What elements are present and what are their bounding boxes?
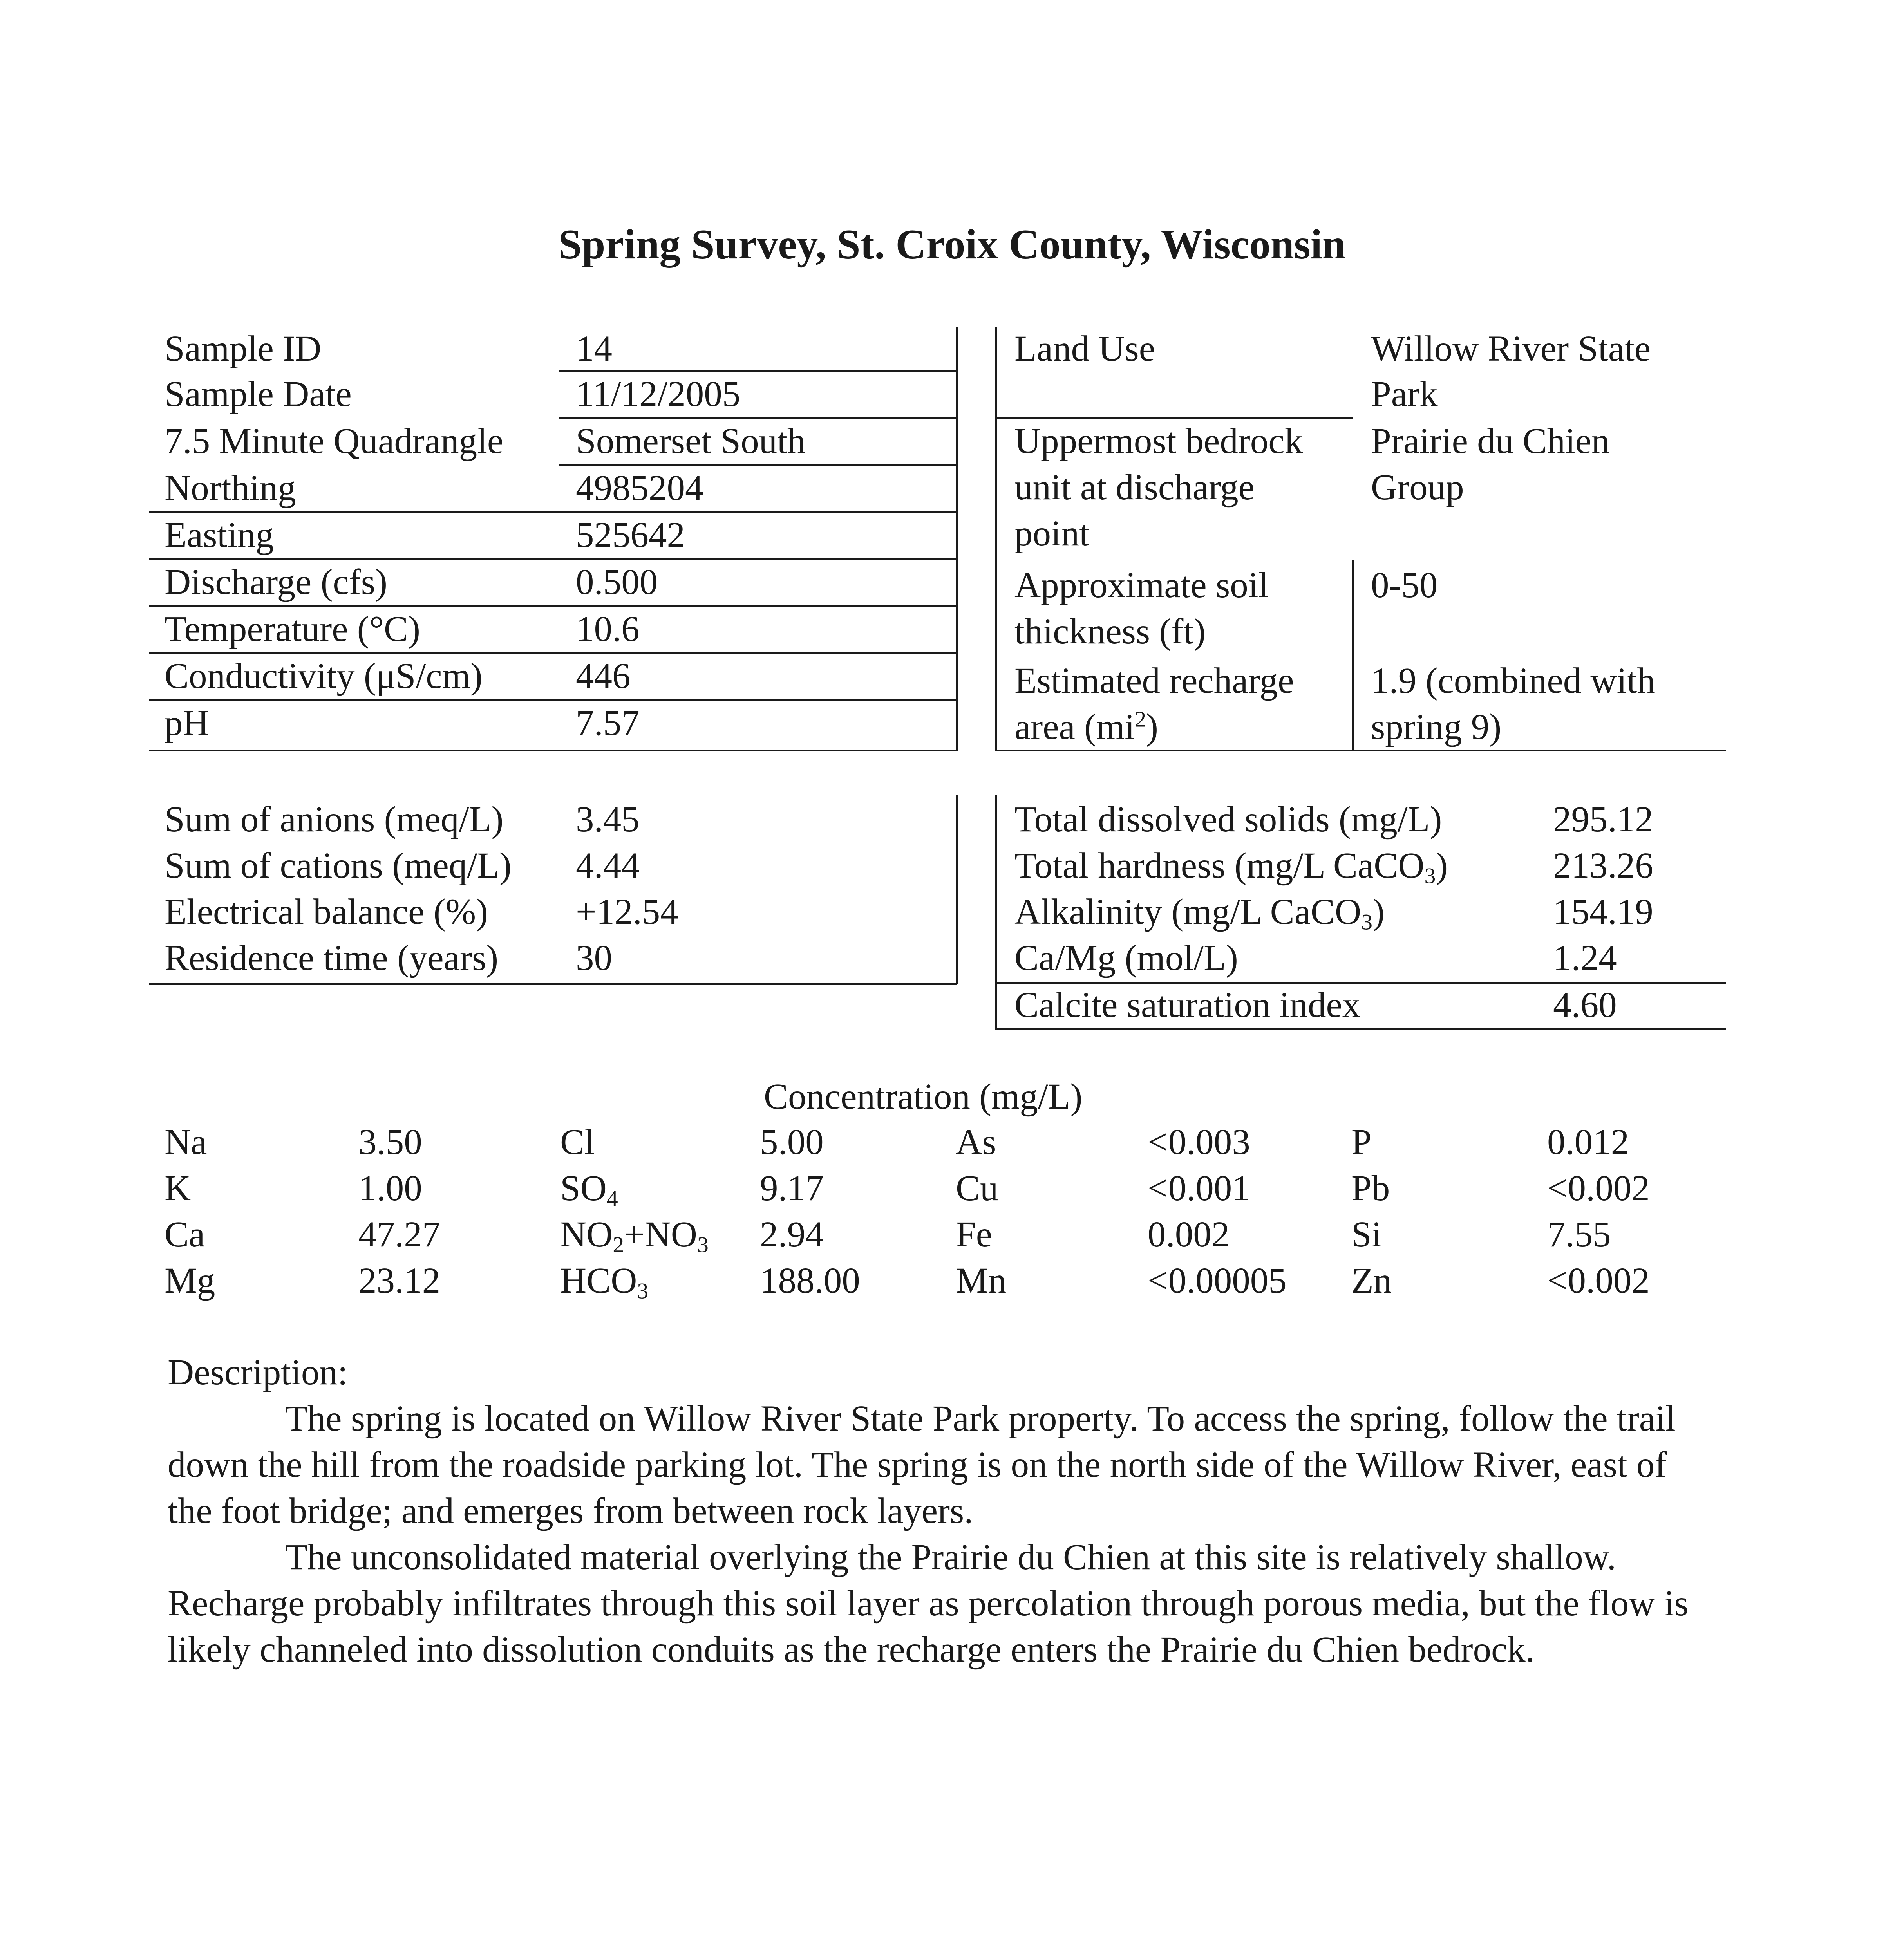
sample-id-value: 14 — [576, 329, 612, 369]
trace-value: 0.012 — [1547, 1122, 1629, 1162]
soil-label-line1: Approximate soil — [1014, 565, 1269, 605]
tds-label: Total dissolved solids (mg/L) — [1014, 799, 1442, 840]
land-use-value-line1: Willow River State — [1371, 329, 1651, 369]
column-divider — [995, 327, 997, 751]
metal-value: <0.00005 — [1148, 1261, 1287, 1301]
sample-id-label: Sample ID — [165, 329, 322, 369]
calcite-value: 4.60 — [1553, 985, 1617, 1025]
recharge-value-line1: 1.9 (combined with — [1371, 661, 1655, 701]
discharge-value: 0.500 — [576, 562, 658, 602]
bedrock-label-line1: Uppermost bedrock — [1014, 421, 1303, 461]
trace-name: Pb — [1351, 1168, 1390, 1208]
ion-name: Cl — [560, 1122, 595, 1162]
element-value: 1.00 — [358, 1168, 422, 1208]
camg-label: Ca/Mg (mol/L) — [1014, 938, 1238, 978]
metal-value: <0.003 — [1148, 1122, 1250, 1162]
tds-value: 295.12 — [1553, 799, 1653, 840]
ion-value: 2.94 — [760, 1214, 824, 1255]
soil-value: 0-50 — [1371, 565, 1438, 605]
alkalinity-label: Alkalinity (mg/L CaCO$_3$) — [1014, 892, 1385, 935]
residence-time-value: 30 — [576, 938, 612, 978]
sample-date-label: Sample Date — [165, 374, 352, 414]
metal-name: As — [956, 1122, 996, 1162]
electrical-balance-label: Electrical balance (%) — [165, 892, 488, 932]
ion-value: 188.00 — [760, 1261, 860, 1301]
anions-value: 3.45 — [576, 799, 640, 840]
table-bottom-rule — [149, 983, 957, 985]
page-title: Spring Survey, St. Croix County, Wisconsin — [558, 221, 1346, 268]
cations-value: 4.44 — [576, 845, 640, 886]
easting-label: Easting — [165, 515, 274, 555]
northing-label: Northing — [165, 468, 296, 508]
ph-value: 7.57 — [576, 703, 640, 743]
alkalinity-value: 154.19 — [1553, 892, 1653, 932]
ion-value: 9.17 — [760, 1168, 824, 1208]
element-value: 23.12 — [358, 1261, 441, 1301]
recharge-label-line2: area $(mi^2)$ — [1014, 707, 1159, 747]
soil-label-line2: thickness (ft) — [1014, 611, 1206, 652]
row-rule — [149, 699, 957, 701]
residence-time-label: Residence time (years) — [165, 938, 499, 978]
anions-label: Sum of anions (meq/L) — [165, 799, 504, 840]
ion-name: $HCO_3$ — [560, 1261, 649, 1304]
trace-value: 7.55 — [1547, 1214, 1611, 1255]
trace-name: P — [1351, 1122, 1372, 1162]
trace-value: <0.002 — [1547, 1261, 1650, 1301]
element-name: Na — [165, 1122, 207, 1162]
camg-value: 1.24 — [1553, 938, 1617, 978]
electrical-balance-value: +12.54 — [576, 892, 678, 932]
northing-value: 4985204 — [576, 468, 703, 508]
metal-value: 0.002 — [1148, 1214, 1230, 1255]
ph-label: pH — [165, 703, 209, 743]
concentration-header: Concentration (mg/L) — [764, 1077, 1083, 1117]
element-name: Ca — [165, 1214, 205, 1255]
metal-name: Fe — [956, 1214, 992, 1255]
ion-value: 5.00 — [760, 1122, 824, 1162]
quadrangle-value: Somerset South — [576, 421, 806, 461]
easting-value: 525642 — [576, 515, 685, 555]
element-value: 3.50 — [358, 1122, 422, 1162]
land-use-label: Land Use — [1014, 329, 1155, 369]
table-bottom-rule — [995, 750, 1726, 751]
inner-column-divider — [1352, 560, 1354, 751]
metal-name: Mn — [956, 1261, 1007, 1301]
element-name: Mg — [165, 1261, 215, 1301]
trace-value: <0.002 — [1547, 1168, 1650, 1208]
hardness-label: Total hardness (mg/L CaCO$_3$) — [1014, 845, 1448, 889]
conductivity-value: 446 — [576, 656, 631, 696]
recharge-label-line1: Estimated recharge — [1014, 661, 1294, 701]
land-use-value-line2: Park — [1371, 374, 1438, 414]
trace-name: Zn — [1351, 1261, 1392, 1301]
hardness-value: 213.26 — [1553, 845, 1653, 886]
calcite-label: Calcite saturation index — [1014, 985, 1361, 1025]
discharge-label: Discharge (cfs) — [165, 562, 387, 602]
element-value: 47.27 — [358, 1214, 441, 1255]
cations-label: Sum of cations (meq/L) — [165, 845, 512, 886]
bedrock-label-line3: point — [1014, 513, 1090, 554]
ion-name: $NO_2+NO_3$ — [560, 1214, 709, 1257]
description-paragraph: The spring is located on Willow River State Park property. To access the spring, follow the trail down the hill from the roadside parking lot. The spring is on the north side of the Willow River, east of the foot bridge; and emerges from between rock layers. — [168, 1398, 1676, 1531]
conductivity-label: Conductivity (μS/cm) — [165, 656, 483, 696]
metal-value: <0.001 — [1148, 1168, 1250, 1208]
table-bottom-rule — [149, 750, 957, 751]
column-divider — [956, 327, 958, 751]
bedrock-value-line1: Prairie du Chien — [1371, 421, 1610, 461]
column-divider — [995, 795, 997, 1030]
recharge-value-line2: spring 9) — [1371, 707, 1502, 747]
description-heading: Description: — [168, 1352, 348, 1393]
ion-name: $SO_4$ — [560, 1168, 618, 1211]
temperature-value: 10.6 — [576, 609, 640, 649]
bedrock-label-line2: unit at discharge — [1014, 467, 1255, 508]
table-bottom-rule — [995, 1028, 1726, 1030]
trace-name: Si — [1351, 1214, 1382, 1255]
temperature-label: Temperature (°C) — [165, 609, 420, 649]
element-name: K — [165, 1168, 191, 1208]
metal-name: Cu — [956, 1168, 998, 1208]
bedrock-value-line2: Group — [1371, 467, 1464, 508]
quadrangle-label: 7.5 Minute Quadrangle — [165, 421, 504, 461]
column-divider — [956, 795, 958, 984]
sample-date-value: 11/12/2005 — [576, 374, 741, 414]
description-paragraph: The unconsolidated material overlying the Prairie du Chien at this site is relatively shallow. Recharge probably infiltrates through this soil layer as percolation through porous media, but the flow is likely channeled into dissolution conduits as the recharge enters the Prairie du Chien bedrock. — [168, 1537, 1689, 1670]
